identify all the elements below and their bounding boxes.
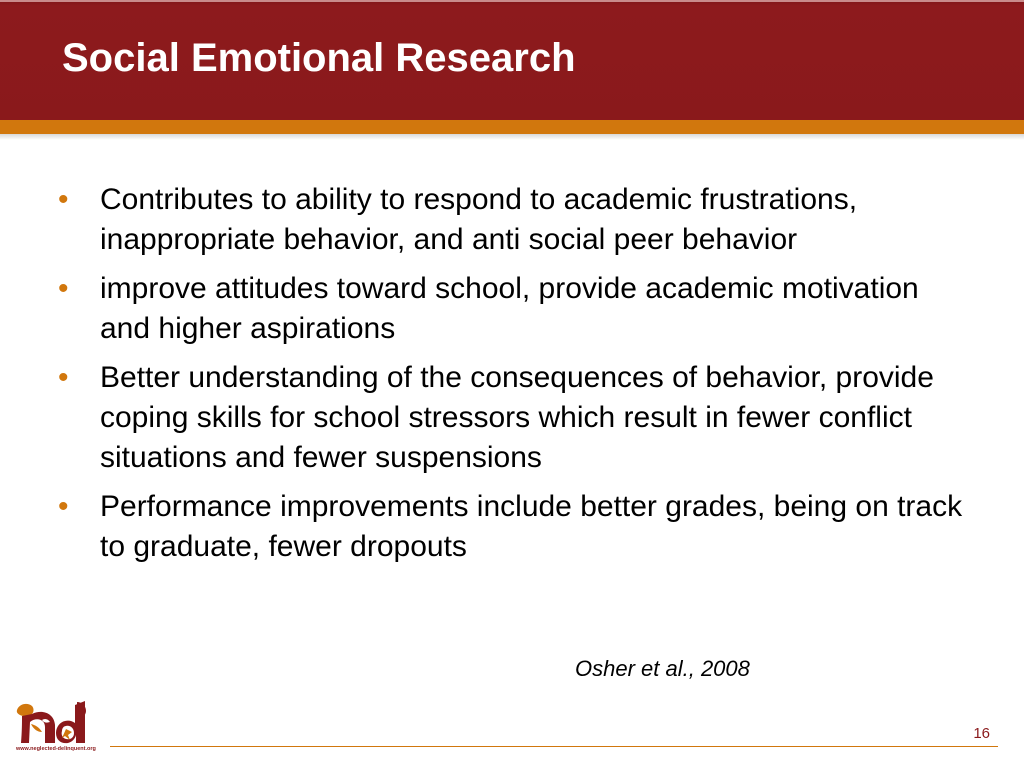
header-highlight-line: [0, 0, 1024, 2]
footer-divider: [110, 746, 998, 747]
bullet-dot-icon: •: [58, 490, 69, 523]
citation: Osher et al., 2008: [575, 656, 750, 681]
bullet-text: Better understanding of the consequences of behavior, provide coping skills for school stressors which result in fewer conflict situations and fewer suspensions: [100, 361, 934, 474]
slide-title: Social Emotional Research: [62, 36, 576, 80]
header-bar: [0, 0, 1024, 120]
header-shadow: [0, 134, 1024, 140]
bullet-item: [58, 180, 968, 260]
bullet-item: [58, 487, 968, 567]
bullet-text: Performance improvements include better grades, being on track to graduate, fewer dropouts: [100, 490, 963, 563]
bullet-item: [58, 358, 968, 478]
bullet-dot-icon: •: [58, 183, 69, 216]
page-number: 16: [973, 725, 990, 742]
bullet-text: Contributes to ability to respond to academic frustrations, inappropriate behavior, and anti social peer behavior: [100, 183, 858, 256]
orange-accent-bar: [0, 120, 1024, 134]
bullet-dot-icon: •: [58, 272, 69, 305]
bullet-text: improve attitudes toward school, provide academic motivation and higher aspirations: [100, 272, 919, 345]
bullet-item: [58, 269, 968, 349]
bullet-list: [58, 180, 968, 576]
logo-url: www.neglected-delinquent.org: [16, 746, 96, 752]
bullet-dot-icon: •: [58, 361, 69, 394]
